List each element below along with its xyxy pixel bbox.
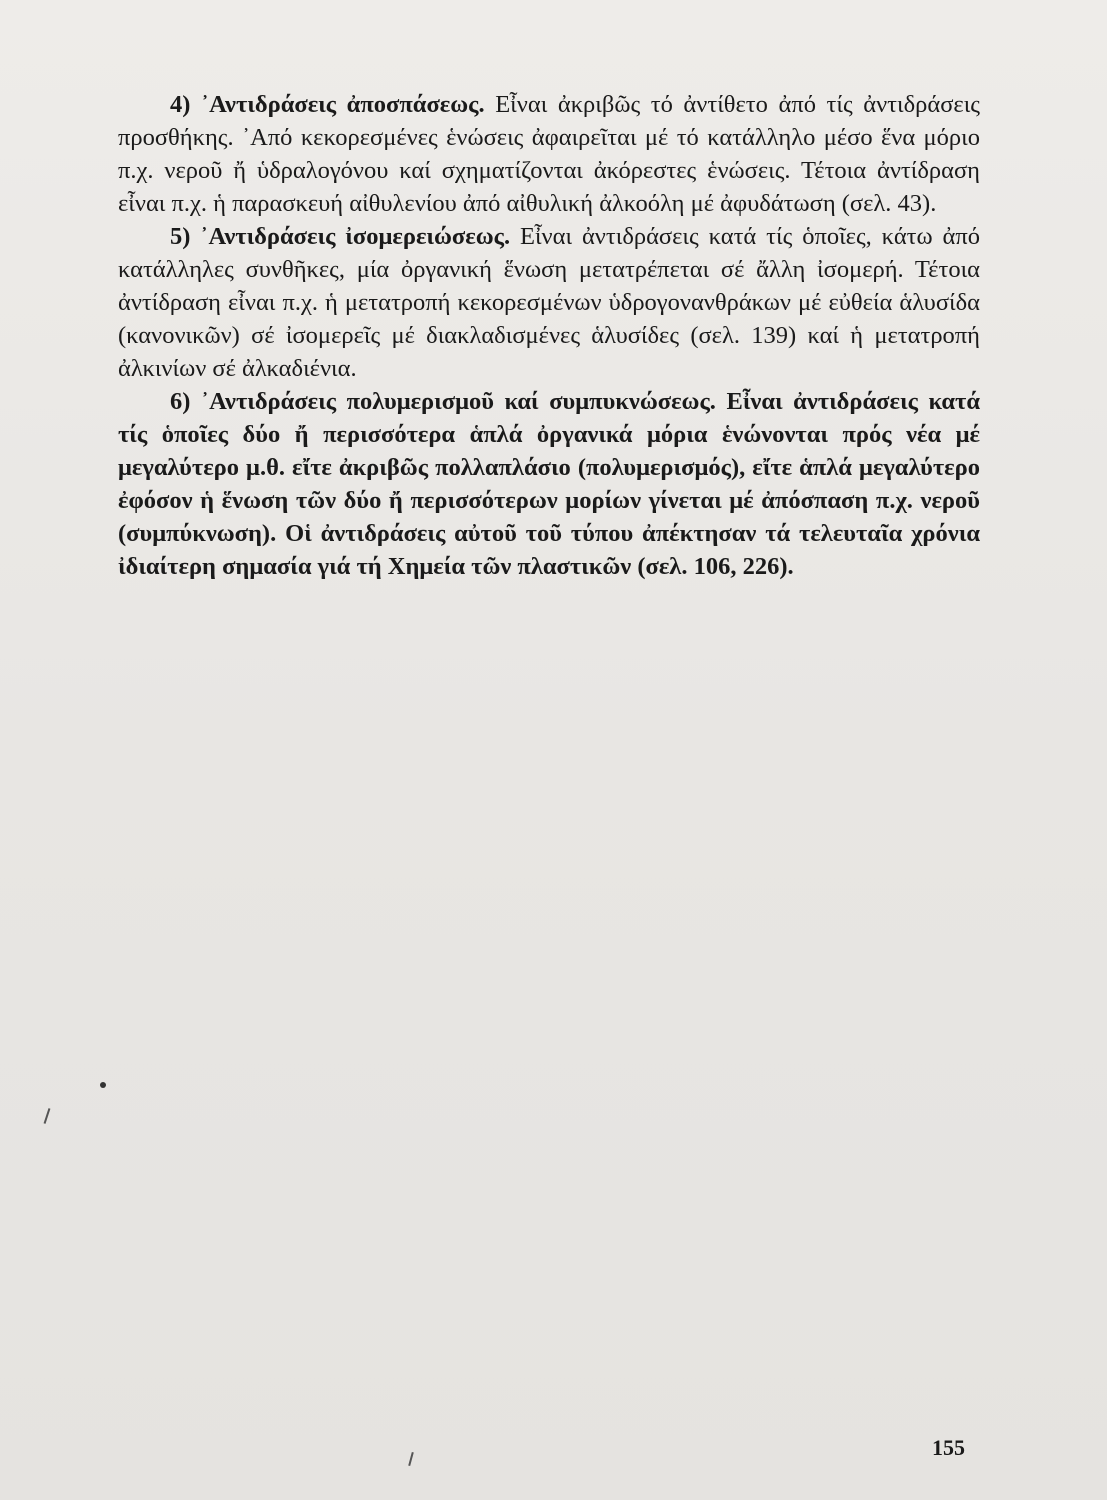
paragraph-heading: 5) ᾿Αντιδράσεις ἰσομερειώσεως. (170, 223, 511, 250)
paragraph-isomerization-reactions (118, 220, 980, 385)
stray-line-mark (408, 1452, 414, 1466)
stray-line-mark (44, 1108, 51, 1124)
paragraph-body: Εἶναι ἀντιδράσεις κατά τίς ὁποῖες δύο ἤ περισσότερα ἁπλά ὀργανικά μόρια ἑνώνονται πρός νέα μέ μεγαλύτερο μ.θ. εἴτε ἀκριβῶς πολλαπλάσιο (πολυμερισμός), εἴτε ἁπλά μεγαλύτερο ἐφόσον ἡ ἕνωση τῶν δύο ἤ περισσότερων μορίων γίνεται μέ ἀπόσπαση π.χ. νεροῦ (συμπύκνωση). Οἱ ἀντιδράσεις αὐτοῦ τοῦ τύπου ἀπέκτησαν τά τελευταῖα χρόνια ἰδιαίτερη σημασία γιά τή Χημεία τῶν πλαστικῶν (σελ. 106, 226). (118, 388, 981, 580)
main-text (118, 88, 980, 583)
page-number: 155 (932, 1435, 965, 1460)
paragraph-heading: 6) ᾿Αντιδράσεις πολυμερισμοῦ καί συμπυκνώσεως. (170, 388, 716, 415)
stray-dot-mark (100, 1082, 106, 1088)
paragraph-heading: 4) ᾿Αντιδράσεις ἀποσπάσεως. (170, 91, 485, 118)
paragraph-polymerization-reactions (118, 385, 980, 583)
paragraph-elimination-reactions (118, 88, 980, 220)
paragraph-body: Εἶναι ἀντιδράσεις κατά τίς ὁποῖες, κάτω ἀπό κατάλληλες συνθῆκες, μία ὀργανική ἕνωση μετατρέπεται σέ ἄλλη ἰσομερή. Τέτοια ἀντίδραση εἶναι π.χ. ἡ μετατροπή κεκορεσμένων ὑδρογονανθράκων μέ εὐθεία ἁλυσίδα (κανονικῶν) σέ ἰσομερεῖς μέ διακλαδισμένες ἁλυσίδες (σελ. 139) καί ἡ μετατροπή ἀλκινίων σέ ἀλκαδιένια. (118, 223, 980, 382)
paragraph-body: Εἶναι ἀκριβῶς τό ἀντίθετο ἀπό τίς ἀντιδράσεις προσθήκης. ᾿Από κεκορεσμένες ἑνώσεις ἀφαιρεῖται μέ τό κατάλληλο μέσο ἕνα μόριο π.χ. νεροῦ ἤ ὑδραλογόνου καί σχηματίζονται ἀκόρεστες ἑνώσεις. Τέτοια ἀντίδραση εἶναι π.χ. ἡ παρασκευή αἰθυλενίου ἀπό αἰθυλική ἀλκοόλη μέ ἀφυδάτωση (σελ. 43). (118, 91, 981, 217)
